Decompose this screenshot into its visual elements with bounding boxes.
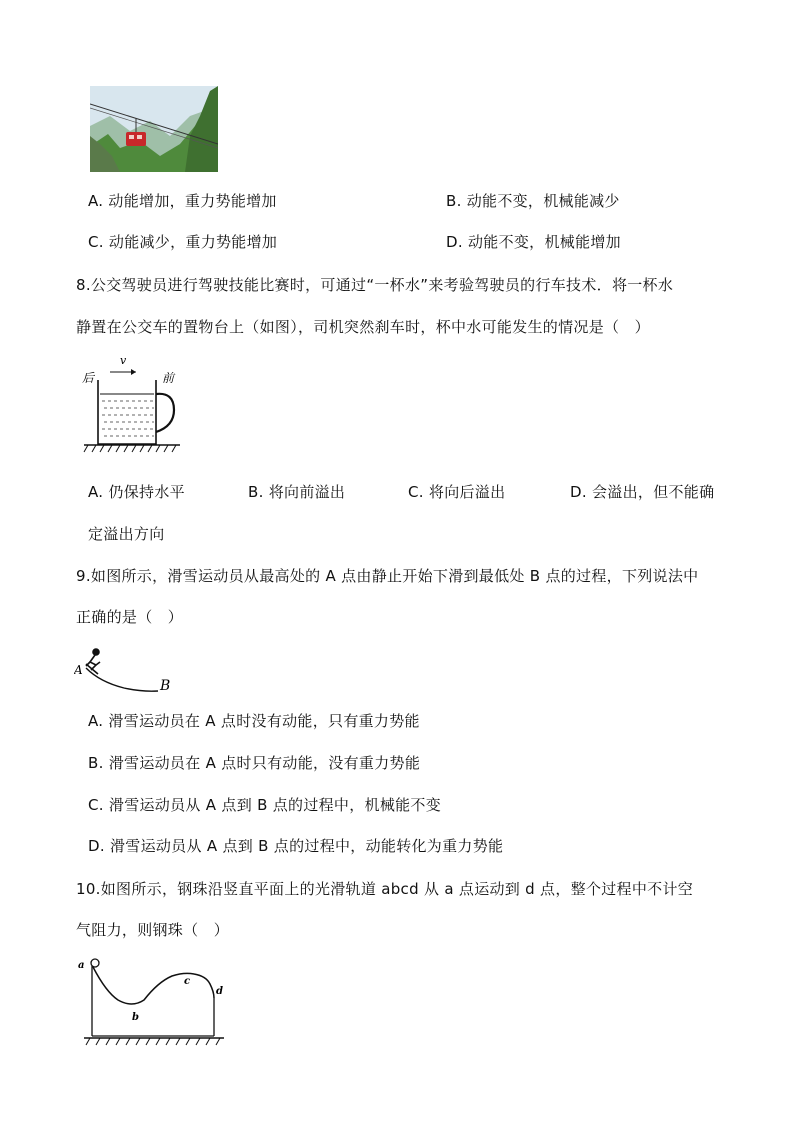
q10-stem-line1: 10.如图所示，钢珠沿竖直平面上的光滑轨道 abcd 从 a 点运动到 d 点，整个过程中不计空 [76, 880, 694, 898]
q8-option-c: C. 将向后溢出 [408, 483, 506, 501]
point-a-label: a [78, 960, 85, 971]
velocity-label: v [120, 354, 127, 367]
point-b-label: b [132, 1012, 139, 1023]
steel-ball-icon [91, 959, 99, 967]
q8-option-d-line2: 定溢出方向 [88, 525, 165, 543]
q8-option-d-line1: D. 会溢出，但不能确 [570, 483, 715, 501]
point-d-label: d [216, 986, 223, 997]
q8-option-b: B. 将向前溢出 [248, 483, 346, 501]
track-abcd-figure [76, 952, 232, 1052]
q9-stem-line1: 9.如图所示，滑雪运动员从最高处的 A 点由静止开始下滑到最低处 B 点的过程，下列说法中 [76, 567, 699, 585]
q9-option-a: A. 滑雪运动员在 A 点时没有动能，只有重力势能 [88, 712, 420, 730]
q7-option-a: A. 动能增加，重力势能增加 [88, 192, 277, 210]
q7-option-d: D. 动能不变，机械能增加 [446, 233, 621, 251]
label-back: 后 [82, 371, 95, 385]
q9-option-d: D. 滑雪运动员从 A 点到 B 点的过程中，动能转化为重力势能 [88, 837, 504, 855]
ski-slope-figure [74, 642, 184, 694]
arrow-right-icon [131, 369, 136, 375]
q9-option-c: C. 滑雪运动员从 A 点到 B 点的过程中，机械能不变 [88, 796, 442, 814]
cup-on-bus-figure [82, 352, 192, 454]
q10-stem-line2: 气阻力，则钢珠（ ） [76, 921, 230, 939]
q7-option-b: B. 动能不变，机械能减少 [446, 192, 620, 210]
q9-stem-line2: 正确的是（ ） [76, 608, 184, 626]
q8-stem-line1: 8.公交驾驶员进行驾驶技能比赛时，可通过“一杯水”来考验驾驶员的行车技术．将一杯水 [76, 276, 674, 294]
q8-stem-line2: 静置在公交车的置物台上（如图），司机突然刹车时，杯中水可能发生的情况是（ ） [76, 318, 650, 336]
q8-option-a: A. 仍保持水平 [88, 483, 185, 501]
q9-option-b: B. 滑雪运动员在 A 点时只有动能，没有重力势能 [88, 754, 421, 772]
q7-option-c: C. 动能减少，重力势能增加 [88, 233, 278, 251]
label-front: 前 [162, 371, 175, 385]
point-b-label: B [160, 678, 171, 694]
point-c-label: c [184, 976, 191, 987]
cable-car-photo [90, 86, 218, 172]
point-a-label: A [74, 663, 83, 677]
